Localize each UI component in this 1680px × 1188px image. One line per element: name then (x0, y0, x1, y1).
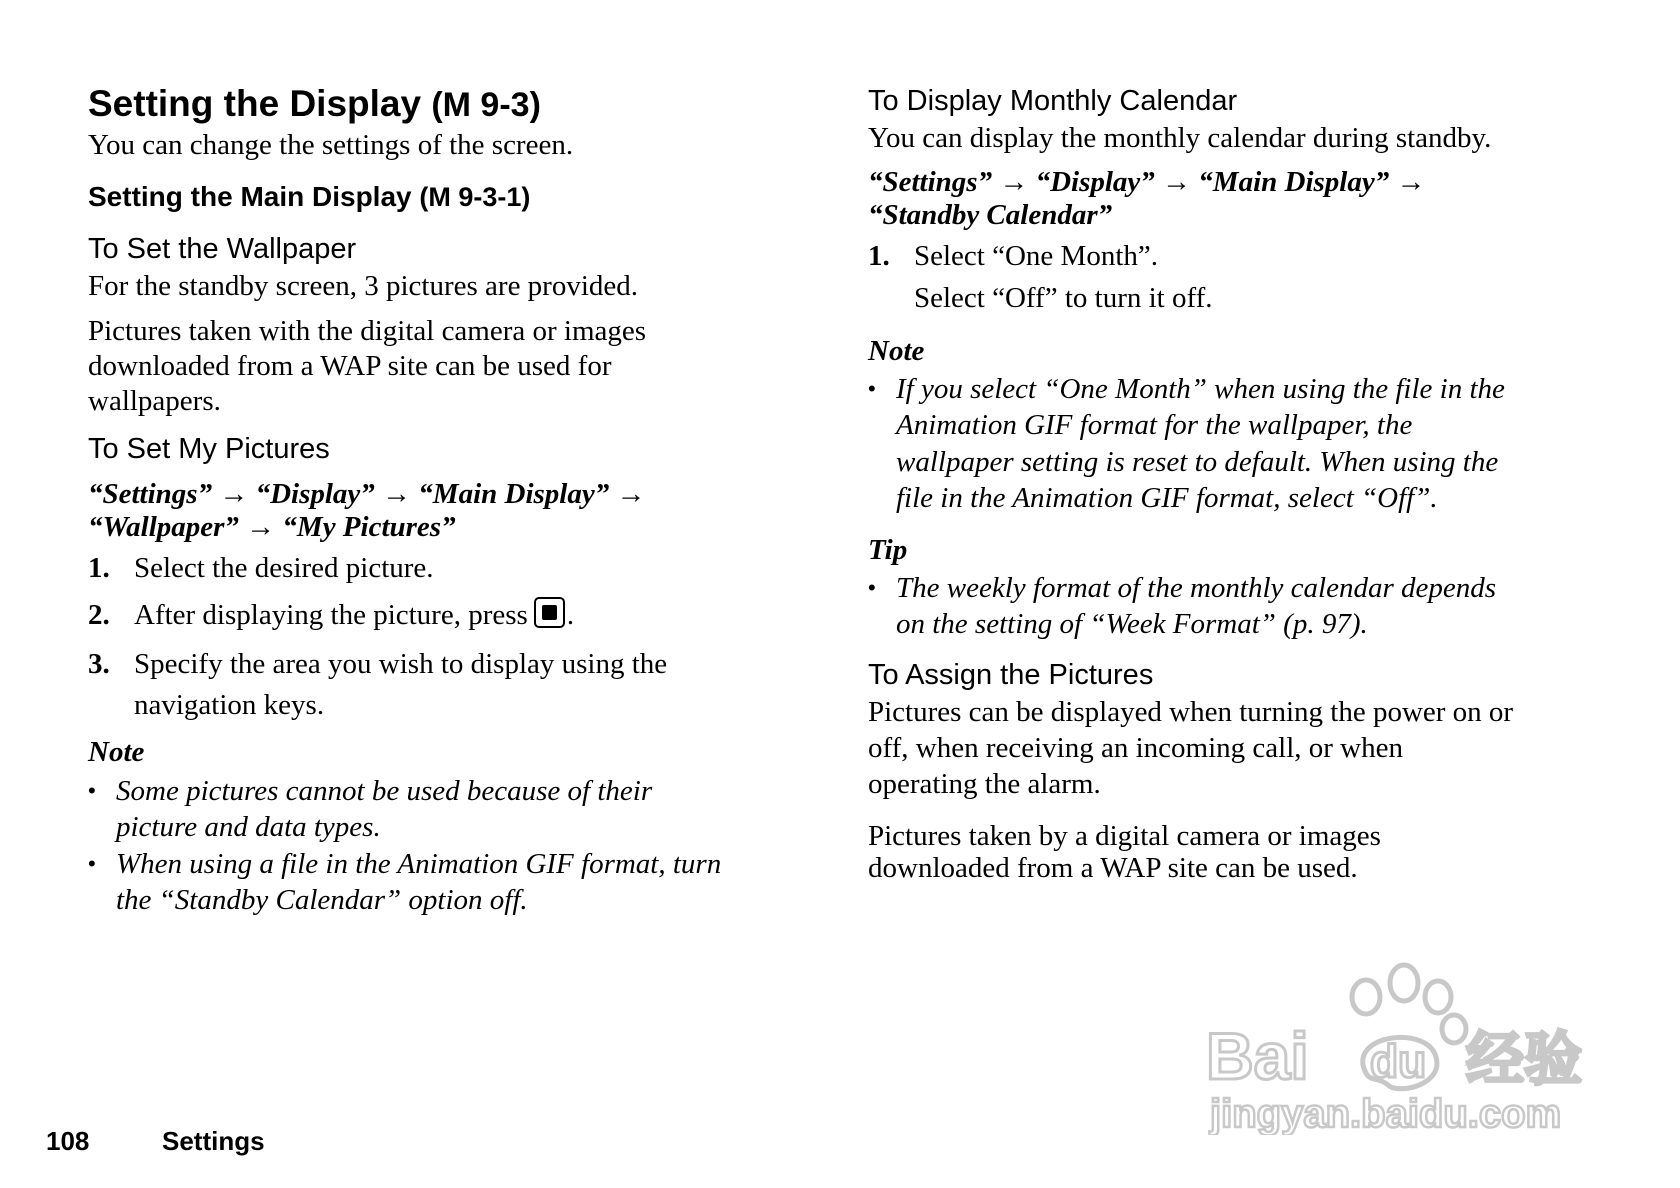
note-item-2 (88, 846, 808, 919)
tip-item (868, 570, 1588, 643)
step-text-wrapper (134, 595, 574, 635)
assign-paragraph-1-line-3: operating the alarm. (868, 768, 1101, 800)
note-text: file in the Animation GIF format, select “Off”. (896, 482, 1438, 514)
center-select-key-icon (534, 597, 565, 628)
watermark-brand-text: du (1370, 1035, 1427, 1087)
step-text: Select the desired picture. (134, 552, 434, 584)
assign-paragraph-2-line-2: downloaded from a WAP site can be used. (868, 852, 1358, 884)
footer-section-name: Settings (162, 1126, 265, 1156)
assign-paragraph-1-line-2: off, when receiving an incoming call, or when (868, 732, 1403, 764)
wallpaper-paragraph-2-line-2: downloaded from a WAP site can be used for (88, 350, 612, 382)
note-text: Animation GIF format for the wallpaper, the (896, 409, 1413, 441)
section-heading-main-display (88, 180, 530, 214)
page-title (88, 82, 541, 127)
note-text: When using a file in the Animation GIF format, turn (116, 848, 722, 880)
section-heading-menu-code: (M 9-3-1) (419, 182, 531, 212)
step-2 (88, 595, 808, 635)
note-text: If you select “One Month” when using the file in the (896, 373, 1505, 405)
page-number: 108 (46, 1126, 90, 1156)
note-label: Note (88, 736, 145, 768)
calendar-step-1-continued (868, 278, 1588, 318)
step-3-continued (88, 685, 808, 725)
baidu-jingyan-watermark-logo (1198, 945, 1598, 1135)
subheading-my-pictures: To Set My Pictures (88, 433, 330, 465)
step-suffix: . (566, 599, 575, 631)
bullet-icon: • (88, 778, 96, 803)
note-label: Note (868, 335, 925, 367)
step-3 (88, 644, 808, 684)
wallpaper-paragraph-1: For the standby screen, 3 pictures are provided. (88, 270, 639, 302)
watermark-brand-text: Bai (1206, 1019, 1309, 1093)
note-text: picture and data types. (116, 811, 381, 843)
bullet-icon: • (868, 376, 876, 401)
step-text: After displaying the picture, press (134, 599, 528, 631)
section-heading-text: Setting the Main Display (88, 181, 412, 212)
step-number: 1. (88, 552, 110, 584)
assign-paragraph-2-line-1: Pictures taken by a digital camera or images (868, 820, 1381, 852)
subheading-wallpaper: To Set the Wallpaper (88, 233, 357, 265)
menu-path-line-2: “Wallpaper” → “My Pictures” (88, 511, 456, 543)
watermark-brand-text: 经验 (1466, 1025, 1583, 1093)
page-title-text: Setting the Display (88, 83, 422, 124)
step-number: 2. (88, 599, 110, 631)
note-text: wallpaper setting is reset to default. When using the (896, 446, 1499, 478)
step-text: Select “One Month”. (914, 240, 1159, 272)
note-text: Some pictures cannot be used because of their (116, 775, 653, 807)
intro-text: You can change the settings of the screen. (88, 129, 574, 161)
calendar-menu-path-line-1: “Settings” → “Display” → “Main Display” → (868, 166, 1426, 198)
note-text: the “Standby Calendar” option off. (116, 884, 528, 916)
tip-text: on the setting of “Week Format” (p. 97). (896, 608, 1368, 640)
calendar-note-item (868, 371, 1588, 517)
watermark-url-text: jingyan.baidu.com (1210, 1092, 1562, 1135)
wallpaper-paragraph-2-line-1: Pictures taken with the digital camera or images (88, 315, 647, 347)
subheading-monthly-calendar: To Display Monthly Calendar (868, 85, 1238, 117)
page-title-menu-code: (M 9-3) (431, 86, 541, 124)
step-text: Specify the area you wish to display using the (134, 648, 668, 680)
subheading-assign-pictures: To Assign the Pictures (868, 659, 1154, 691)
menu-path-line-1: “Settings” → “Display” → “Main Display” → (88, 478, 646, 510)
step-1 (88, 548, 808, 588)
step-number: 1. (868, 240, 890, 272)
step-text: navigation keys. (134, 689, 325, 721)
step-text: Select “Off” to turn it off. (914, 282, 1213, 314)
tip-text: The weekly format of the monthly calendar depends (896, 572, 1497, 604)
calendar-step-1 (868, 236, 1588, 276)
assign-paragraph-1-line-1: Pictures can be displayed when turning the power on or (868, 696, 1514, 728)
bullet-icon: • (868, 575, 876, 600)
note-item-1 (88, 773, 808, 846)
step-number: 3. (88, 648, 110, 680)
wallpaper-paragraph-2-line-3: wallpapers. (88, 385, 221, 417)
bullet-icon: • (88, 851, 96, 876)
tip-label: Tip (868, 534, 908, 566)
calendar-paragraph: You can display the monthly calendar during standby. (868, 122, 1492, 154)
calendar-menu-path-line-2: “Standby Calendar” (868, 199, 1113, 231)
